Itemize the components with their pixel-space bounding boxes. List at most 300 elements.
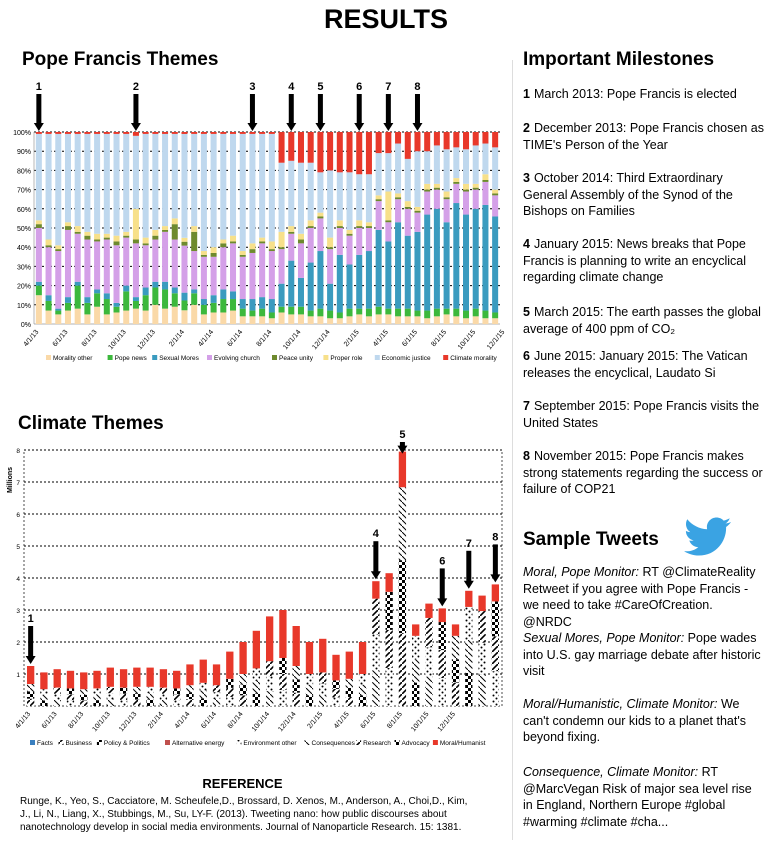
pope-bar-segment bbox=[298, 240, 304, 244]
climate-legend-swatch bbox=[395, 740, 400, 745]
climate-annotation-arrow-shaft bbox=[373, 541, 378, 572]
pope-bar-segment bbox=[434, 132, 440, 145]
climate-bar-segment bbox=[186, 685, 193, 692]
pope-bar-segment bbox=[211, 253, 217, 257]
climate-bar-segment bbox=[425, 618, 432, 647]
pope-bar-segment bbox=[473, 190, 479, 209]
pope-bar-segment bbox=[36, 220, 42, 224]
pope-bar-segment bbox=[492, 318, 498, 324]
pope-bar-segment bbox=[463, 132, 469, 149]
pope-bar-segment bbox=[162, 230, 168, 232]
climate-bar-segment bbox=[306, 695, 313, 706]
pope-bar-segment bbox=[201, 134, 207, 251]
pope-bar-segment bbox=[298, 278, 304, 307]
pope-bar-segment bbox=[337, 255, 343, 313]
pope-y-tick-label: 50% bbox=[16, 226, 31, 233]
pope-bar-segment bbox=[376, 314, 382, 324]
pope-bar-segment bbox=[424, 132, 430, 151]
tweet-source: Moral, Pope Monitor: bbox=[523, 565, 640, 579]
pope-bar-segment bbox=[385, 314, 391, 324]
climate-bar-segment bbox=[239, 685, 246, 696]
pope-bar-segment bbox=[482, 318, 488, 324]
pope-legend-label: Proper role bbox=[330, 355, 363, 362]
climate-bar-segment bbox=[279, 674, 286, 690]
pope-bar-segment bbox=[356, 314, 362, 324]
climate-x-tick-label: 12/1/13 bbox=[118, 710, 139, 734]
pope-bar-segment bbox=[347, 236, 353, 265]
pope-bar-segment bbox=[366, 226, 372, 228]
pope-x-tick-label: 2/1/14 bbox=[168, 328, 187, 349]
pope-bar-segment bbox=[308, 226, 314, 228]
pope-bar-segment bbox=[473, 309, 479, 317]
pope-bar-segment bbox=[444, 309, 450, 315]
climate-x-tick-label: 10/1/14 bbox=[250, 710, 272, 734]
pope-bar-segment bbox=[75, 234, 81, 282]
pope-bar-segment bbox=[337, 132, 343, 172]
climate-bar-segment bbox=[160, 700, 167, 706]
page-title: RESULTS bbox=[323, 4, 448, 34]
climate-legend-label: Business bbox=[65, 740, 92, 747]
climate-annotation-arrow-label: 1 bbox=[27, 613, 34, 625]
pope-bar-segment bbox=[104, 234, 110, 238]
pope-bar-segment bbox=[84, 297, 90, 303]
pope-bar-segment bbox=[123, 286, 129, 292]
pope-bar-segment bbox=[337, 318, 343, 324]
pope-bar-segment bbox=[172, 293, 178, 306]
climate-bar-moral bbox=[452, 624, 459, 635]
climate-y-tick-label: 6 bbox=[16, 512, 20, 519]
pope-annotation-arrow-label: 5 bbox=[317, 81, 324, 93]
climate-bar-segment bbox=[412, 683, 419, 706]
pope-bar-segment bbox=[123, 311, 129, 324]
pope-legend-swatch bbox=[108, 355, 113, 360]
climate-legend-swatch bbox=[236, 740, 241, 745]
climate-bar-segment bbox=[385, 668, 392, 706]
pope-bar-segment bbox=[414, 211, 420, 213]
pope-bar-segment bbox=[405, 309, 411, 317]
pope-bar-segment bbox=[36, 286, 42, 296]
pope-bar-segment bbox=[317, 213, 323, 217]
pope-bar-segment bbox=[269, 134, 275, 242]
pope-annotation-arrow-shaft bbox=[250, 94, 255, 124]
pope-bar-segment bbox=[220, 243, 226, 247]
pope-bar-segment bbox=[259, 243, 265, 297]
pope-legend-label: Morality other bbox=[53, 355, 93, 362]
pope-x-tick-label: 4/1/15 bbox=[372, 328, 390, 349]
reference-text: Runge, K., Yeo, S., Cacciatore, M. Scheufele,D., Brossard, D. Xenos, M., Anderson, A., Choi,D., Kim, J., Li, N., Liang, X., Stubbings, M., Su, LY-F. (2013). Tweeting nano: how public discourses about nanotechnology develop in social media environments. Journal of Nanoparticle Research. 15: 1381. bbox=[20, 796, 468, 833]
pope-legend-label: Climate morality bbox=[450, 355, 497, 362]
milestone-text: October 2014: Third Extraordinary General Assembly of the Synod of the Bishops on Families bbox=[523, 171, 733, 218]
climate-bar-segment bbox=[200, 691, 207, 699]
pope-annotation-arrow-shaft bbox=[386, 94, 391, 124]
pope-bar-segment bbox=[317, 309, 323, 317]
pope-bar-segment bbox=[201, 251, 207, 255]
pope-bar-segment bbox=[414, 213, 420, 232]
climate-bar-segment bbox=[173, 694, 180, 700]
pope-annotation-arrow-head bbox=[247, 123, 257, 131]
pope-annotation-arrow-label: 4 bbox=[288, 81, 295, 93]
climate-x-tick-label: 12/1/15 bbox=[436, 710, 458, 734]
climate-x-tick-label: 8/1/14 bbox=[226, 710, 245, 731]
tweet-item bbox=[523, 564, 763, 630]
pope-bar-segment bbox=[492, 195, 498, 216]
climate-bar-segment bbox=[54, 700, 61, 706]
pope-bar-segment bbox=[317, 316, 323, 324]
climate-legend-swatch bbox=[59, 740, 64, 745]
pope-themes-title: Pope Francis Themes bbox=[22, 49, 219, 70]
pope-bar-segment bbox=[75, 282, 81, 286]
pope-bar-segment bbox=[46, 247, 52, 295]
pope-bar-segment bbox=[269, 312, 275, 318]
pope-bar-segment bbox=[46, 311, 52, 324]
pope-bar-segment bbox=[434, 188, 440, 190]
tweet-source: Moral/Humanistic, Climate Monitor: bbox=[523, 697, 718, 711]
climate-bar-moral bbox=[279, 610, 286, 658]
pope-bar-segment bbox=[327, 284, 333, 311]
climate-bar-moral bbox=[40, 672, 47, 689]
pope-bar-segment bbox=[385, 192, 391, 221]
pope-bar-segment bbox=[317, 251, 323, 309]
climate-bar-moral bbox=[306, 642, 313, 674]
pope-annotation-arrow-shaft bbox=[357, 94, 362, 124]
pope-bar-segment bbox=[453, 178, 459, 182]
climate-bar-segment bbox=[239, 674, 246, 685]
climate-bar-moral bbox=[186, 664, 193, 685]
pope-bar-segment bbox=[84, 236, 90, 240]
pope-bar-segment bbox=[211, 303, 217, 313]
pope-bar-segment bbox=[269, 318, 275, 324]
pope-bar-segment bbox=[55, 309, 61, 311]
pope-bar-segment bbox=[133, 240, 139, 244]
pope-bar-segment bbox=[191, 232, 197, 251]
climate-annotation-arrow-label: 4 bbox=[372, 528, 379, 541]
pope-bar-segment bbox=[327, 318, 333, 324]
pope-bar-segment bbox=[191, 134, 197, 226]
climate-x-tick-label: 4/1/13 bbox=[14, 710, 33, 731]
climate-annotation-arrow-head bbox=[437, 598, 447, 606]
climate-bar-moral bbox=[346, 652, 353, 679]
pope-bar-segment bbox=[492, 132, 498, 147]
climate-bar-segment bbox=[160, 694, 167, 700]
pope-bar-segment bbox=[317, 218, 323, 251]
pope-x-tick-label: 8/1/13 bbox=[80, 328, 99, 349]
pope-bar-segment bbox=[94, 307, 100, 324]
pope-bar-segment bbox=[84, 134, 90, 232]
climate-bar-segment bbox=[93, 688, 100, 694]
pope-bar-segment bbox=[366, 222, 372, 226]
pope-bar-segment bbox=[172, 288, 178, 294]
climate-bar-moral bbox=[146, 668, 153, 687]
climate-bar-segment bbox=[465, 673, 472, 706]
pope-bar-segment bbox=[288, 226, 294, 232]
pope-bar-segment bbox=[414, 151, 420, 207]
pope-bar-segment bbox=[181, 242, 187, 246]
pope-bar-segment bbox=[152, 132, 158, 134]
climate-bar-segment bbox=[372, 670, 379, 706]
pope-bar-segment bbox=[201, 132, 207, 134]
climate-bar-segment bbox=[146, 687, 153, 693]
pope-bar-segment bbox=[434, 145, 440, 183]
milestone-number: 3 bbox=[523, 171, 530, 185]
pope-bar-segment bbox=[444, 314, 450, 324]
pope-x-tick-label: 6/1/14 bbox=[226, 328, 245, 349]
pope-bar-segment bbox=[444, 222, 450, 308]
pope-bar-segment bbox=[288, 132, 294, 161]
pope-bar-segment bbox=[123, 232, 129, 236]
pope-bar-segment bbox=[240, 299, 246, 309]
pope-bar-segment bbox=[46, 132, 52, 134]
pope-bar-segment bbox=[220, 240, 226, 244]
milestones-title: Important Milestones bbox=[523, 49, 715, 70]
pope-bar-segment bbox=[463, 318, 469, 324]
pope-bar-segment bbox=[366, 309, 372, 317]
pope-bar-segment bbox=[133, 297, 139, 301]
pope-bar-segment bbox=[162, 289, 168, 308]
pope-bar-segment bbox=[327, 238, 333, 248]
milestone-text: June 2015: January 2015: The Vatican releases the encyclical, Laudato Si bbox=[523, 349, 748, 380]
pope-x-tick-label: 6/1/13 bbox=[51, 328, 70, 349]
climate-x-tick-label: 8/1/13 bbox=[67, 710, 86, 731]
climate-annotation-arrow-shaft bbox=[493, 544, 498, 575]
pope-bar-segment bbox=[55, 314, 61, 324]
pope-bar-segment bbox=[152, 305, 158, 324]
milestone-number: 6 bbox=[523, 349, 530, 363]
climate-annotation-arrow-head bbox=[464, 581, 474, 589]
pope-bar-segment bbox=[133, 132, 139, 136]
pope-bar-segment bbox=[434, 316, 440, 324]
pope-bar-segment bbox=[269, 251, 275, 299]
climate-y-axis-label: Millions bbox=[7, 466, 14, 494]
pope-bar-segment bbox=[75, 134, 81, 226]
pope-bar-segment bbox=[434, 209, 440, 309]
climate-bar-segment bbox=[266, 661, 273, 676]
pope-bar-segment bbox=[308, 220, 314, 226]
pope-annotation-arrow-label: 3 bbox=[249, 81, 256, 93]
climate-bar-segment bbox=[107, 687, 114, 693]
pope-bar-segment bbox=[201, 255, 207, 257]
pope-bar-segment bbox=[152, 134, 158, 230]
pope-bar-segment bbox=[463, 184, 469, 190]
pope-bar-segment bbox=[482, 205, 488, 311]
pope-bar-segment bbox=[356, 220, 362, 226]
pope-bar-segment bbox=[123, 134, 129, 232]
climate-annotation-arrow-head bbox=[490, 574, 500, 582]
climate-annotation-arrow-head bbox=[26, 656, 36, 664]
pope-bar-segment bbox=[463, 190, 469, 192]
pope-bar-segment bbox=[36, 282, 42, 286]
climate-bar-moral bbox=[293, 626, 300, 666]
pope-bar-segment bbox=[191, 251, 197, 289]
pope-legend-swatch bbox=[152, 355, 157, 360]
pope-bar-segment bbox=[376, 195, 382, 199]
climate-bar-segment bbox=[239, 695, 246, 706]
climate-bar-segment bbox=[107, 700, 114, 706]
pope-bar-segment bbox=[65, 134, 71, 222]
pope-bar-segment bbox=[201, 305, 207, 315]
climate-annotation-arrow-shaft bbox=[440, 568, 445, 599]
pope-bar-segment bbox=[337, 226, 343, 228]
pope-bar-segment bbox=[259, 316, 265, 324]
climate-bar-segment bbox=[80, 695, 87, 701]
climate-bar-segment bbox=[399, 487, 406, 560]
pope-bar-segment bbox=[376, 230, 382, 307]
climate-bar-segment bbox=[40, 689, 47, 695]
pope-bar-segment bbox=[385, 309, 391, 315]
pope-legend-label: Economic justice bbox=[381, 355, 431, 362]
climate-x-tick-label: 2/1/15 bbox=[306, 710, 325, 731]
climate-bar-moral bbox=[266, 616, 273, 661]
climate-bar-moral bbox=[239, 642, 246, 674]
pope-bar-segment bbox=[84, 314, 90, 324]
pope-bar-segment bbox=[473, 184, 479, 188]
climate-bar-segment bbox=[213, 685, 220, 692]
pope-bar-segment bbox=[259, 297, 265, 309]
climate-bar-segment bbox=[186, 692, 193, 699]
pope-bar-segment bbox=[492, 216, 498, 312]
climate-bar-moral bbox=[359, 642, 366, 674]
climate-legend-swatch bbox=[165, 740, 170, 745]
pope-bar-segment bbox=[259, 132, 265, 134]
climate-x-tick-label: 12/1/14 bbox=[277, 710, 298, 734]
pope-bar-segment bbox=[104, 240, 110, 294]
climate-bar-segment bbox=[266, 676, 273, 691]
pope-bar-segment bbox=[453, 147, 459, 178]
climate-bar-segment bbox=[133, 687, 140, 693]
climate-x-tick-label: 10/1/13 bbox=[91, 710, 112, 734]
pope-x-tick-label: 12/1/13 bbox=[136, 328, 157, 352]
pope-bar-segment bbox=[259, 241, 265, 243]
pope-bar-segment bbox=[152, 282, 158, 288]
pope-bar-segment bbox=[298, 243, 304, 278]
climate-bar-segment bbox=[385, 630, 392, 668]
pope-bar-segment bbox=[405, 209, 411, 236]
pope-x-tick-label: 8/1/14 bbox=[255, 328, 274, 349]
climate-bar-segment bbox=[306, 674, 313, 685]
pope-bar-segment bbox=[279, 163, 285, 232]
pope-bar-segment bbox=[220, 134, 226, 240]
climate-bar-segment bbox=[173, 688, 180, 694]
pope-bar-segment bbox=[162, 232, 168, 282]
climate-x-tick-label: 6/1/14 bbox=[200, 710, 219, 731]
pope-bar-segment bbox=[65, 311, 71, 324]
pope-x-tick-label: 6/1/15 bbox=[401, 328, 420, 349]
pope-y-tick-label: 100% bbox=[13, 130, 31, 137]
pope-bar-segment bbox=[279, 232, 285, 247]
pope-bar-segment bbox=[444, 199, 450, 222]
pope-bar-segment bbox=[191, 293, 197, 305]
pope-bar-segment bbox=[75, 226, 81, 232]
pope-bar-segment bbox=[123, 291, 129, 310]
pope-annotation-arrow-shaft bbox=[133, 94, 138, 124]
pope-bar-segment bbox=[123, 132, 129, 134]
climate-bar-segment bbox=[120, 688, 127, 694]
climate-legend-label: Consequences bbox=[311, 740, 355, 747]
pope-bar-segment bbox=[356, 228, 362, 255]
climate-bar-segment bbox=[146, 700, 153, 706]
tweet-item bbox=[523, 764, 763, 830]
pope-bar-segment bbox=[133, 136, 139, 209]
pope-bar-segment bbox=[424, 184, 430, 190]
climate-bar-moral bbox=[80, 672, 87, 689]
pope-bar-segment bbox=[220, 299, 226, 312]
pope-bar-segment bbox=[327, 170, 333, 237]
pope-bar-segment bbox=[356, 309, 362, 315]
climate-bar-segment bbox=[452, 683, 459, 706]
pope-bar-segment bbox=[240, 132, 246, 134]
pope-bar-segment bbox=[46, 134, 52, 240]
pope-bar-segment bbox=[308, 263, 314, 311]
climate-bar-segment bbox=[213, 699, 220, 706]
milestone-number: 1 bbox=[523, 87, 530, 101]
pope-bar-segment bbox=[94, 134, 100, 234]
pope-bar-segment bbox=[366, 228, 372, 251]
climate-bar-segment bbox=[80, 700, 87, 706]
climate-bar-moral bbox=[173, 671, 180, 689]
pope-bar-segment bbox=[46, 295, 52, 301]
pope-bar-segment bbox=[347, 132, 353, 172]
milestone-text: September 2015: Pope Francis visits the United States bbox=[523, 399, 760, 430]
pope-bar-segment bbox=[288, 234, 294, 261]
pope-bar-segment bbox=[230, 132, 236, 134]
pope-bar-segment bbox=[327, 249, 333, 284]
pope-y-tick-label: 80% bbox=[16, 168, 31, 176]
pope-bar-segment bbox=[395, 199, 401, 222]
pope-bar-segment bbox=[482, 144, 488, 175]
pope-bar-segment bbox=[327, 311, 333, 319]
pope-bar-segment bbox=[376, 132, 382, 153]
climate-bar-segment bbox=[67, 700, 74, 706]
pope-bar-segment bbox=[385, 220, 391, 222]
pope-bar-segment bbox=[36, 132, 42, 134]
climate-legend-swatch bbox=[97, 740, 102, 745]
pope-bar-segment bbox=[482, 182, 488, 205]
pope-bar-segment bbox=[249, 249, 255, 253]
pope-bar-segment bbox=[366, 251, 372, 309]
milestone-item bbox=[523, 236, 768, 286]
pope-bar-segment bbox=[133, 309, 139, 324]
pope-bar-segment bbox=[453, 132, 459, 147]
pope-bar-segment bbox=[366, 316, 372, 324]
pope-bar-segment bbox=[240, 316, 246, 324]
pope-bar-segment bbox=[240, 309, 246, 317]
pope-bar-segment bbox=[444, 197, 450, 199]
pope-bar-segment bbox=[308, 311, 314, 317]
climate-legend-swatch bbox=[30, 740, 35, 745]
climate-bar-segment bbox=[425, 647, 432, 676]
pope-bar-segment bbox=[114, 245, 120, 303]
climate-bar-segment bbox=[346, 679, 353, 688]
climate-bar-segment bbox=[399, 633, 406, 706]
pope-bar-segment bbox=[162, 132, 168, 134]
pope-bar-segment bbox=[327, 132, 333, 170]
pope-bar-segment bbox=[405, 316, 411, 324]
pope-bar-segment bbox=[143, 295, 149, 310]
pope-bar-segment bbox=[46, 301, 52, 311]
climate-bar-segment bbox=[319, 684, 326, 695]
pope-bar-segment bbox=[356, 132, 362, 174]
pope-bar-segment bbox=[288, 314, 294, 324]
milestone-item bbox=[523, 398, 768, 431]
climate-bar-segment bbox=[478, 674, 485, 706]
pope-bar-segment bbox=[327, 247, 333, 249]
pope-bar-segment bbox=[279, 132, 285, 163]
pope-bar-segment bbox=[36, 295, 42, 324]
milestone-item bbox=[523, 448, 768, 498]
pope-bar-segment bbox=[414, 207, 420, 211]
pope-annotation-arrow-head bbox=[34, 123, 44, 131]
pope-bar-segment bbox=[482, 311, 488, 319]
pope-bar-segment bbox=[463, 192, 469, 215]
